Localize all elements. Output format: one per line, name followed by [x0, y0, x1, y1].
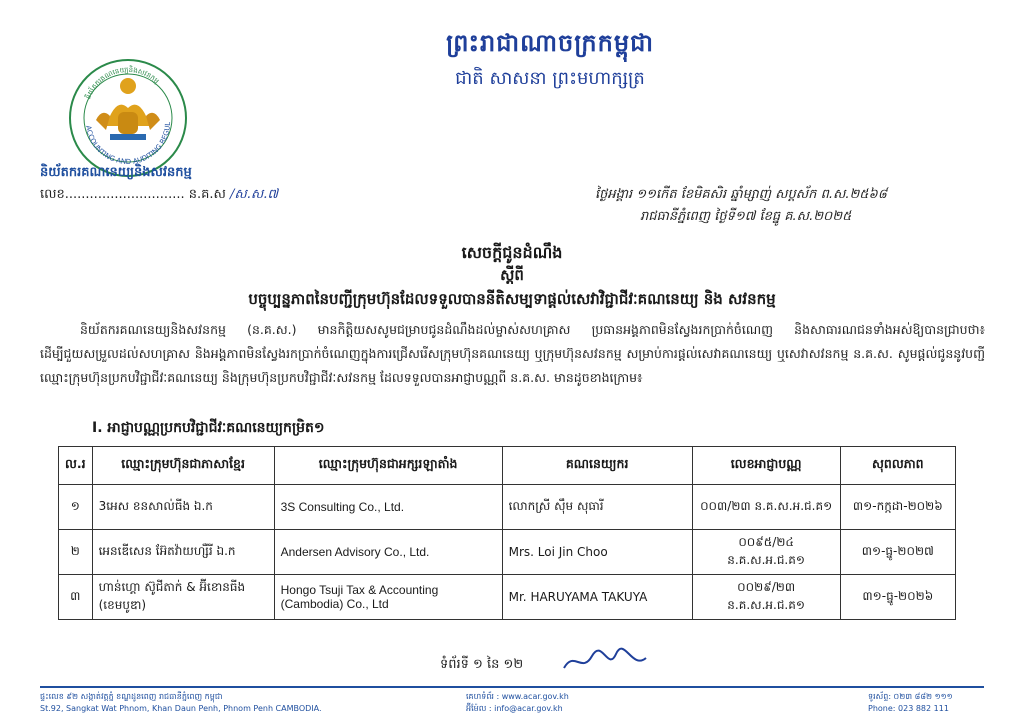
license-number: ០០៩៥/២៤ ន.គ.ស.អ.ជ.គ១: [692, 530, 840, 575]
header-accountant: គណនេយ្យករ: [502, 447, 692, 485]
table-row: [59, 530, 956, 575]
notice-title: សេចក្តីជូនដំណឹង: [461, 243, 563, 262]
logo-caption-km: និយ័តករគណនេយ្យនិងសវនកម្ម: [84, 65, 161, 101]
body-text: និយ័តករគណនេយ្យនិងសវនកម្ម (ន.គ.ស.) មានកិត្តិយសសូមជម្រាបជូនដំណឹងដល់ម្ចាស់សហគ្រាស ប្រធានអង្គភាពមិនស្វែងរកប្រាក់ចំណេញ និងសាធារណជនទាំងអស់ឱ្យបានជ្រាបថា៖ ដើម្បីជួយសម្រួលដល់សហគ្រាស និងអង្គភាពមិនស្វែងរកប្រាក់ចំណេញក្នុងការជ្រើសរើសក្រុមហ៊ុនគណនេយ្យ ឬក្រុមហ៊ុនសវនកម្ម សម្រាប់ការផ្តល់សេវាគណនេយ្យ ឬសេវាសវនកម្ម ន.គ.ស. សូមផ្តល់ជូននូវបញ្ជីឈ្មោះក្រុមហ៊ុនប្រកបវិជ្ជាជីវៈគណនេយ្យ និងក្រុមហ៊ុនប្រកបវិជ្ជាជីវៈសវនកម្ម ដែលទទួលបានអាជ្ញាបណ្ណពី ន.គ.ស. មានដូចខាងក្រោម៖: [40, 322, 985, 385]
body-paragraph: [40, 318, 985, 390]
footer-email[interactable]: អ៊ីម៉ែល : info@acar.gov.kh: [466, 704, 563, 713]
accountant: Mrs. Loi Jin Choo: [502, 530, 692, 575]
section-heading: I. អាជ្ញាបណ្ណប្រកបវិជ្ជាជីវៈគណនេយ្យកម្រិត១: [92, 420, 325, 436]
footer-contact: [466, 691, 569, 715]
solar-date: រាជធានីភ្នំពេញ ថ្ងៃទី១៧ ខែធ្នូ គ.ស.២០២៥: [640, 209, 852, 224]
reference-line: [40, 186, 278, 205]
firm-name-en: 3S Consulting Co., Ltd.: [274, 485, 502, 530]
footer-phone-en: Phone: 023 882 111: [868, 704, 949, 713]
footer-address: [40, 691, 322, 715]
reference-prefix: លេខ............................. ន.គ.ស: [40, 187, 226, 202]
accountant: Mr. HARUYAMA TAKUYA: [502, 575, 692, 620]
license-number: ០០៣/២៣ ន.គ.ស.អ.ជ.គ១: [692, 485, 840, 530]
validity: ៣១-កក្កដា-២០២៦: [840, 485, 955, 530]
header-no: ល.រ: [59, 447, 93, 485]
handwritten-signature: [560, 646, 650, 681]
firm-name-km: អេនឌើសេន អ៊ែតវ៉ាយហ្សឺរី ឯ.ក: [92, 530, 274, 575]
firm-name-km: 3អេស ខនសាល់ធីង ឯ.ក: [92, 485, 274, 530]
header-name-km: ឈ្មោះក្រុមហ៊ុនជាភាសាខ្មែរ: [92, 447, 274, 485]
reference-number: /ស.ស.៧: [230, 187, 279, 202]
validity: ៣១-ធ្នូ-២០២៧: [840, 530, 955, 575]
notice-subject-label: ស្តីពី: [500, 266, 524, 284]
motto-heading: ជាតិ សាសនា ព្រះមហាក្សត្រ: [455, 68, 645, 89]
firms-table: [58, 446, 956, 620]
row-number: ៣: [59, 575, 93, 620]
table-header-row: [59, 447, 956, 485]
row-number: ២: [59, 530, 93, 575]
footer-phone-km: ទូរស័ព្ទ: ០២៣ ៨៨២ ១១១: [868, 692, 953, 701]
page-number: ទំព័រទី ១ នៃ ១២: [440, 657, 524, 672]
footer-website[interactable]: គេហទំព័រ : www.acar.gov.kh: [466, 692, 569, 701]
row-number: ១: [59, 485, 93, 530]
acar-seal-icon: [66, 56, 190, 180]
org-name: និយ័តករគណនេយ្យនិងសវនកម្ម: [40, 165, 192, 180]
firm-name-en: Andersen Advisory Co., Ltd.: [274, 530, 502, 575]
accountant: លោកស្រី ស៊ឹម សុធារី: [502, 485, 692, 530]
header-name-en: ឈ្មោះក្រុមហ៊ុនជាអក្សរឡាតាំង: [274, 447, 502, 485]
license-number: ០០២៩/២៣ ន.គ.ស.អ.ជ.គ១: [692, 575, 840, 620]
footer-address-km: ផ្ទះលេខ ៩២ សង្កាត់វត្តភ្នំ ខណ្ឌដូនពេញ រាជធានីភ្នំពេញ កម្ពុជា: [40, 692, 223, 701]
logo-caption: ACCOUNTING AND AUDITING REGUL: [84, 121, 173, 167]
table-row: [59, 485, 956, 530]
firm-name-km: ហាន់ហ្គោ ស៊ូជីតាក់ & អ៊ីខោនធីង (ខេមបូឌា): [92, 575, 274, 620]
kingdom-heading: ព្រះរាជាណាចក្រកម្ពុជា: [446, 28, 654, 57]
firm-name-en: Hongo Tsuji Tax & Accounting (Cambodia) Co., Ltd: [274, 575, 502, 620]
header-validity: សុពលភាព: [840, 447, 955, 485]
validity: ៣១-ធ្នូ-២០២៦: [840, 575, 955, 620]
lunar-date: ថ្ងៃអង្គារ ១១កើត ខែមិគសិរ ឆ្នាំម្សាញ់ សប្តស័ក ព.ស.២៥៦៨: [595, 187, 887, 202]
notice-subject: បច្ចុប្បន្នភាពនៃបញ្ជីក្រុមហ៊ុនដែលទទួលបាននីតិសម្បទាផ្តល់សេវាវិជ្ជាជីវៈគណនេយ្យ និង សវនកម្ម: [248, 290, 776, 308]
footer-address-en: St.92, Sangkat Wat Phnom, Khan Daun Penh, Phnom Penh CAMBODIA.: [40, 704, 322, 713]
footer-phone: [868, 691, 953, 715]
acar-logo: [66, 56, 190, 180]
header-license: លេខអាជ្ញាបណ្ណ: [692, 447, 840, 485]
table-row: [59, 575, 956, 620]
footer-divider: [40, 686, 984, 688]
signature-scribble: [560, 646, 650, 676]
